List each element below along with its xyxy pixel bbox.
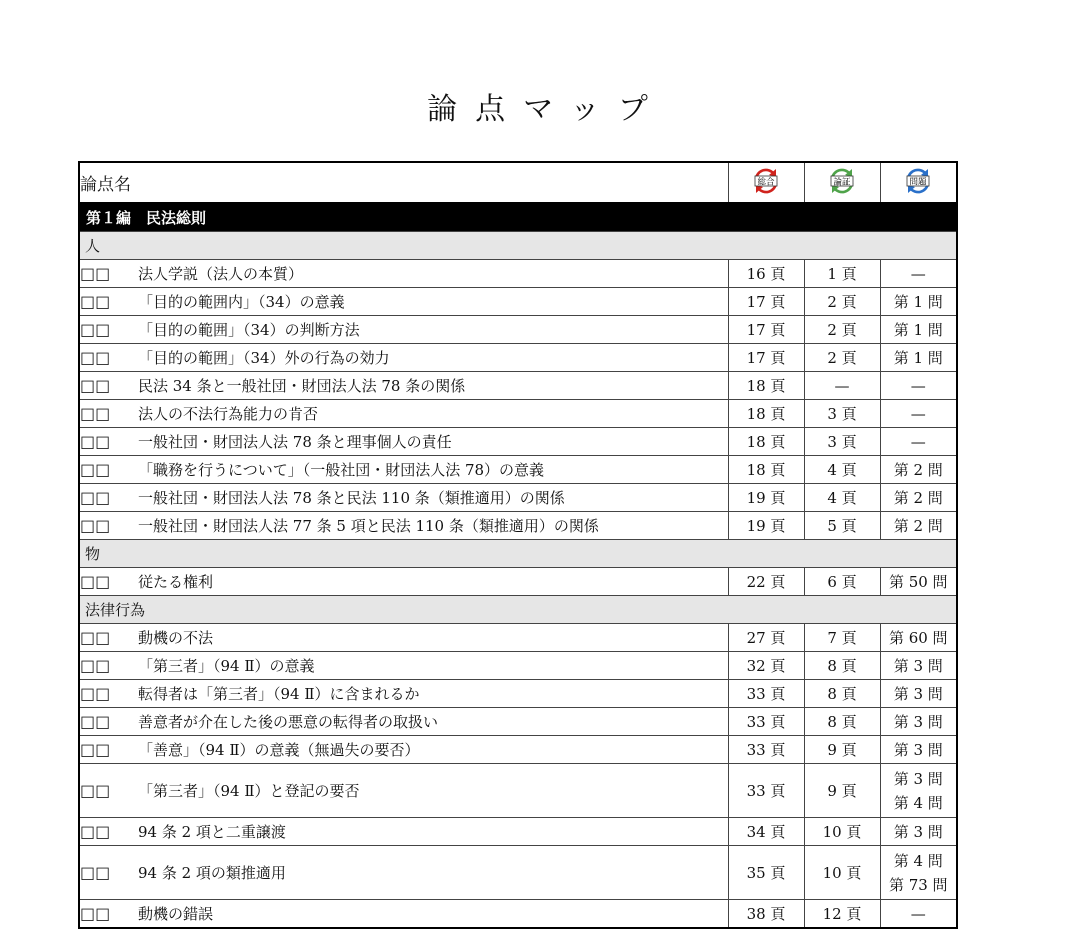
sogo-page-cell: 33 頁 [728,764,804,818]
mondai-item: — [910,404,926,423]
sogo-page-cell: 27 頁 [728,624,804,652]
sogo-page-cell: 35 頁 [728,846,804,900]
table-row [79,288,957,316]
mondai-cell [880,400,957,428]
topic-label: 「目的の範囲」（34）の判断方法 [138,321,360,339]
sogo-page-cell: 19 頁 [728,484,804,512]
mondai-icon [904,167,932,195]
mondai-cell [880,260,957,288]
topic-label: 一般社団・財団法人法 78 条と民法 110 条（類推適用）の関係 [138,489,565,507]
sogo-label: 総合 [757,177,775,187]
check-boxes[interactable]: □□ [80,740,111,759]
topic-label: 「第三者」（94 Ⅱ）の意義 [138,657,315,675]
mondai-item: 第 73 問 [888,875,948,894]
mondai-cell [880,428,957,456]
check-boxes[interactable]: □□ [80,516,111,535]
mondai-cell [880,484,957,512]
ronsho-page-cell: — [804,372,880,400]
check-boxes[interactable]: □□ [80,348,111,367]
sogo-page-cell: 33 頁 [728,736,804,764]
topic-label: 94 条 2 項の類推適用 [138,864,286,882]
mondai-item: 第 1 問 [893,348,943,367]
check-boxes[interactable]: □□ [80,432,111,451]
mondai-cell [880,764,957,818]
mondai-item: 第 2 問 [893,516,943,535]
table-row [79,344,957,372]
check-boxes[interactable]: □□ [80,488,111,507]
table-row [79,708,957,736]
ronsho-page-cell: 2 頁 [804,316,880,344]
check-boxes[interactable]: □□ [80,712,111,731]
section-header-row [79,232,957,260]
check-boxes[interactable]: □□ [80,628,111,647]
topic-cell [79,400,728,428]
sogo-page-cell: 17 頁 [728,288,804,316]
mondai-item: 第 3 問 [893,712,943,731]
ronsho-page-cell: 4 頁 [804,456,880,484]
topic-cell [79,624,728,652]
section-title: 物 [79,540,957,568]
mondai-item: — [910,904,926,923]
mondai-cell [880,900,957,929]
sogo-page-cell: 17 頁 [728,316,804,344]
ronsho-page-cell: 8 頁 [804,652,880,680]
sogo-page-cell: 16 頁 [728,260,804,288]
sogo-page-cell: 18 頁 [728,456,804,484]
check-boxes[interactable]: □□ [80,376,111,395]
mondai-cell [880,372,957,400]
topic-cell [79,428,728,456]
topic-label: 94 条 2 項と二重譲渡 [138,823,286,841]
table-row [79,818,957,846]
check-boxes[interactable]: □□ [80,404,111,423]
check-boxes[interactable]: □□ [80,460,111,479]
mondai-label: 問題 [909,177,927,187]
table-row [79,316,957,344]
table-row [79,736,957,764]
mondai-cell [880,288,957,316]
sogo-page-cell: 17 頁 [728,344,804,372]
topic-cell [79,512,728,540]
topic-label: 従たる権利 [138,573,214,591]
sogo-page-cell: 19 頁 [728,512,804,540]
table-row [79,764,957,818]
topic-cell [79,484,728,512]
mondai-cell [880,680,957,708]
topic-cell [79,288,728,316]
check-boxes[interactable]: □□ [80,863,111,882]
section-header-row [79,596,957,624]
topic-cell [79,680,728,708]
mondai-item: — [910,432,926,451]
topic-cell [79,818,728,846]
topic-cell [79,900,728,929]
table-row [79,400,957,428]
mondai-item: 第 2 問 [893,460,943,479]
topic-label: 「職務を行うについて」（一般社団・財団法人法 78）の意義 [138,461,545,479]
topic-label: 法人の不法行為能力の肯否 [138,405,319,423]
topic-label: 動機の不法 [138,629,214,647]
topic-label: 民法 34 条と一般社団・財団法人法 78 条の関係 [138,377,466,395]
topic-label: 一般社団・財団法人法 78 条と理事個人の責任 [138,433,452,451]
ronsho-page-cell: 3 頁 [804,428,880,456]
check-boxes[interactable]: □□ [80,656,111,675]
check-boxes[interactable]: □□ [80,292,111,311]
mondai-item: 第 3 問 [893,684,943,703]
ronsho-page-cell: 1 頁 [804,260,880,288]
topic-cell [79,316,728,344]
topic-cell [79,456,728,484]
topic-cell [79,736,728,764]
page-title: 論点マップ [427,92,666,127]
table-row [79,680,957,708]
table-row [79,456,957,484]
mondai-cell [880,652,957,680]
ronsho-page-cell: 10 頁 [804,818,880,846]
mondai-item: — [910,376,926,395]
topic-label: 転得者は「第三者」（94 Ⅱ）に含まれるか [138,685,420,703]
column-header-topic: 論点名 [79,162,728,203]
section-title: 法律行為 [79,596,957,624]
mondai-cell [880,624,957,652]
mondai-item: 第 3 問 [893,656,943,675]
mondai-cell [880,736,957,764]
topic-label: 一般社団・財団法人法 77 条 5 項と民法 110 条（類推適用）の関係 [138,517,599,535]
topic-cell [79,846,728,900]
mondai-cell [880,512,957,540]
check-boxes[interactable]: □□ [80,684,111,703]
topic-label: 「目的の範囲」（34）外の行為の効力 [138,349,390,367]
mondai-item: 第 3 問 [893,822,943,841]
topic-cell [79,344,728,372]
mondai-cell [880,818,957,846]
issue-map-table [78,161,958,929]
part-title: 第１編 民法総則 [79,203,957,232]
ronsho-page-cell: 10 頁 [804,846,880,900]
sogo-icon [752,167,780,195]
ronsho-page-cell: 3 頁 [804,400,880,428]
sogo-page-cell: 34 頁 [728,818,804,846]
ronsho-page-cell: 8 頁 [804,708,880,736]
ronsho-page-cell: 5 頁 [804,512,880,540]
ronsho-page-cell: 8 頁 [804,680,880,708]
section-header-row [79,540,957,568]
topic-label: 法人学説（法人の本質） [138,265,304,283]
mondai-item: 第 4 問 [893,851,943,870]
sogo-page-cell: 18 頁 [728,372,804,400]
table-row [79,372,957,400]
topic-cell [79,568,728,596]
ronsho-page-cell: 9 頁 [804,764,880,818]
ronsho-page-cell: 2 頁 [804,288,880,316]
mondai-item: 第 1 問 [893,320,943,339]
sogo-page-cell: 38 頁 [728,900,804,929]
check-boxes[interactable]: □□ [80,572,111,591]
table-row [79,624,957,652]
column-header-mondai [880,162,957,203]
topic-cell [79,372,728,400]
table-row [79,260,957,288]
topic-cell [79,652,728,680]
mondai-cell [880,846,957,900]
mondai-cell [880,316,957,344]
section-title: 人 [79,232,957,260]
mondai-cell [880,708,957,736]
topic-label: 「第三者」（94 Ⅱ）と登記の要否 [138,782,360,800]
sogo-page-cell: 33 頁 [728,708,804,736]
table-row [79,652,957,680]
topic-label: 動機の錯誤 [138,905,214,923]
mondai-cell [880,568,957,596]
topic-label: 「善意」（94 Ⅱ）の意義（無過失の要否） [138,741,420,759]
ronsho-page-cell: 4 頁 [804,484,880,512]
mondai-cell [880,344,957,372]
table-row [79,512,957,540]
mondai-item: 第 2 問 [893,488,943,507]
mondai-item: 第 1 問 [893,292,943,311]
table-row [79,428,957,456]
table-row [79,900,957,929]
check-boxes[interactable]: □□ [80,781,111,800]
table-row [79,484,957,512]
mondai-item: 第 60 問 [888,628,948,647]
mondai-item: 第 3 問 [893,740,943,759]
ronsho-icon [828,167,856,195]
mondai-item: 第 4 問 [893,793,943,812]
topic-cell [79,260,728,288]
topic-label: 善意者が介在した後の悪意の転得者の取扱い [138,713,439,731]
check-boxes[interactable]: □□ [80,264,111,283]
sogo-page-cell: 32 頁 [728,652,804,680]
ronsho-page-cell: 7 頁 [804,624,880,652]
ronsho-page-cell: 6 頁 [804,568,880,596]
table-row [79,846,957,900]
ronsho-page-cell: 2 頁 [804,344,880,372]
part-header-row [79,203,957,232]
mondai-item: 第 3 問 [893,769,943,788]
table-header-row [79,162,957,203]
check-boxes[interactable]: □□ [80,320,111,339]
column-header-ronsho [804,162,880,203]
sogo-page-cell: 18 頁 [728,428,804,456]
ronsho-page-cell: 9 頁 [804,736,880,764]
mondai-cell [880,456,957,484]
table-row [79,568,957,596]
mondai-item: — [910,264,926,283]
check-boxes[interactable]: □□ [80,904,111,923]
sogo-page-cell: 18 頁 [728,400,804,428]
topic-cell [79,764,728,818]
column-header-sogo [728,162,804,203]
ronsho-page-cell: 12 頁 [804,900,880,929]
topic-label: 「目的の範囲内」（34）の意義 [138,293,345,311]
sogo-page-cell: 33 頁 [728,680,804,708]
topic-cell [79,708,728,736]
mondai-item: 第 50 問 [888,572,948,591]
check-boxes[interactable]: □□ [80,822,111,841]
ronsho-label: 論証 [833,177,851,187]
sogo-page-cell: 22 頁 [728,568,804,596]
